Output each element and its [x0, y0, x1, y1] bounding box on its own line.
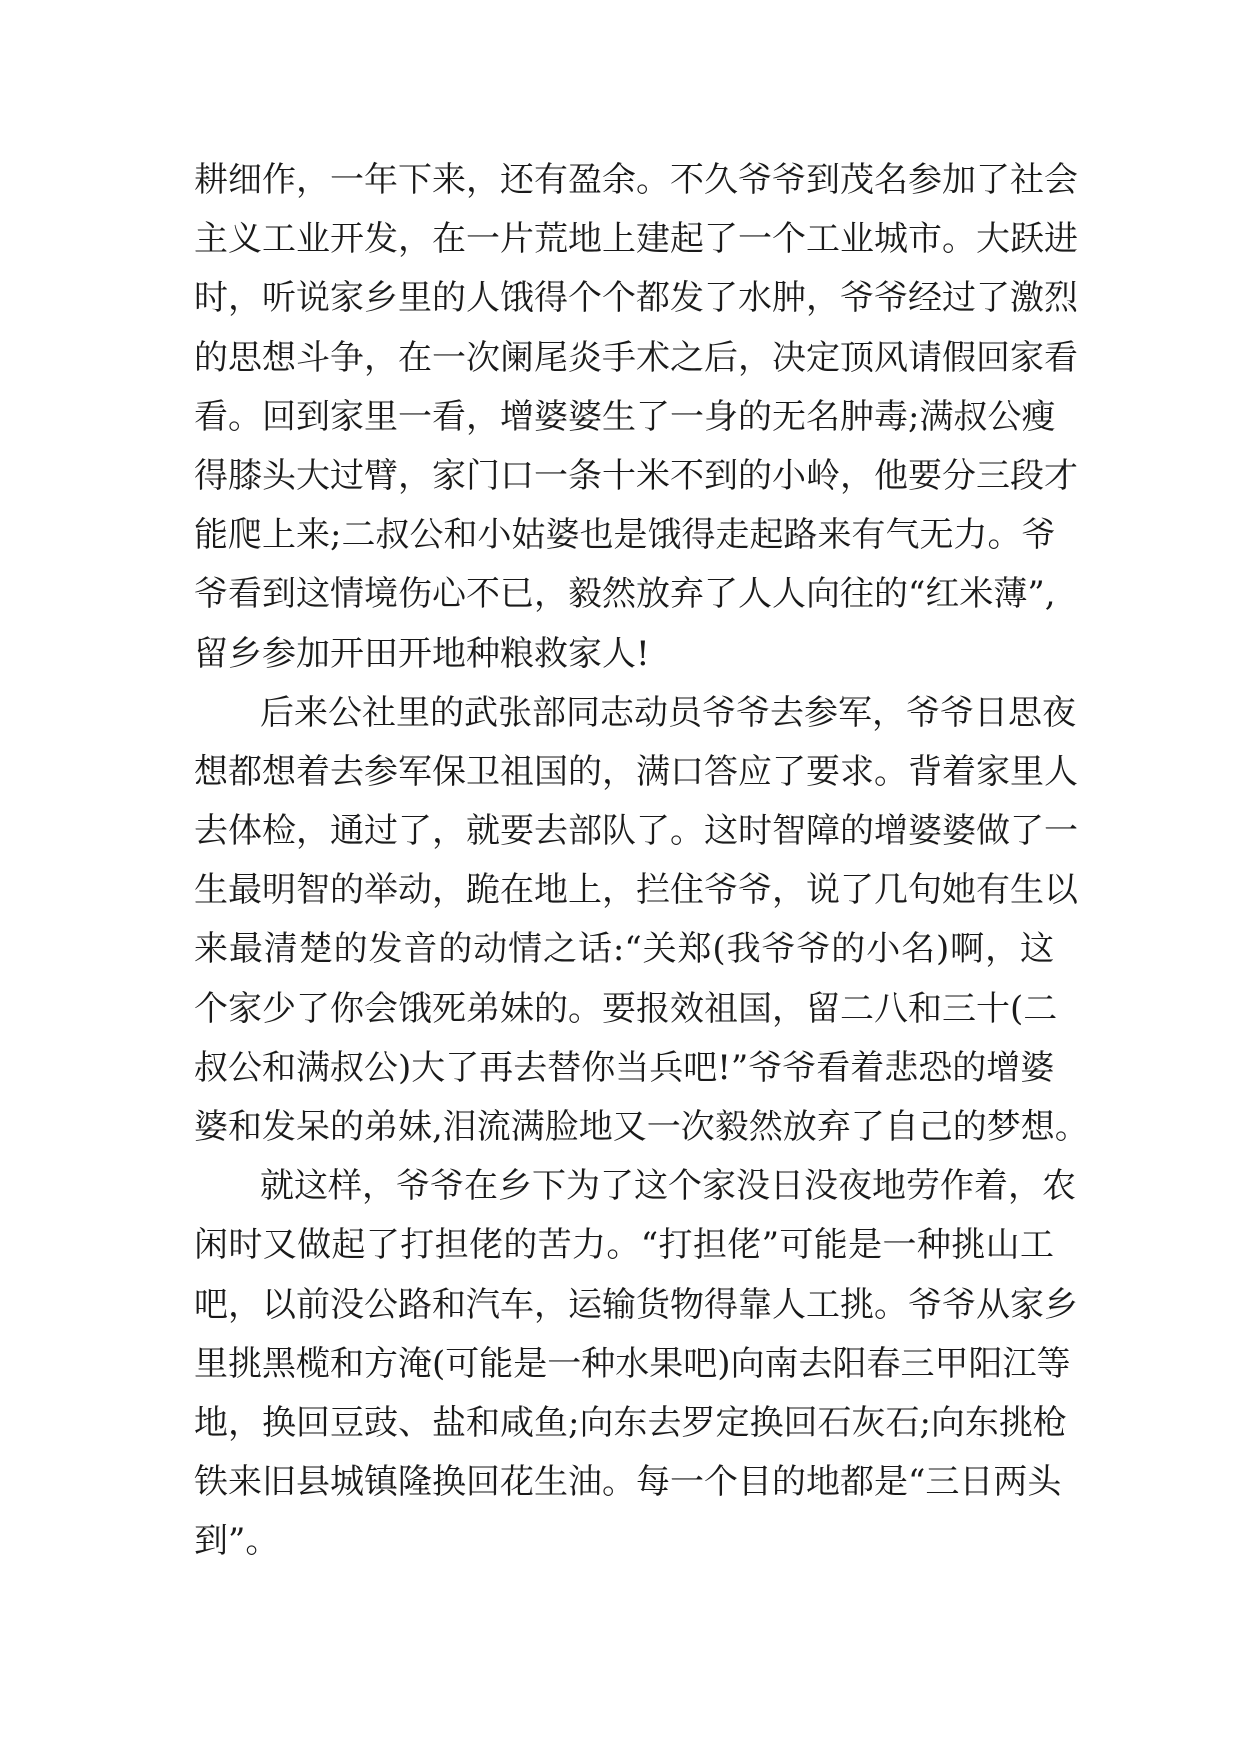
text-line: 爷看到这情境伤心不已，毅然放弃了人人向往的“红米薄”,	[194, 574, 1056, 615]
text-line: 吧，以前没公路和汽车，运输货物得靠人工挑。爷爷从家乡	[194, 1284, 1078, 1325]
text-line: 看。回到家里一看，增婆婆生了一身的无名肿毒;满叔公瘦	[194, 396, 1056, 437]
text-line: 里挑黑榄和方淹(可能是一种水果吧)向南去阳春三甲阳江等	[194, 1343, 1071, 1384]
text-line: 想都想着去参军保卫祖国的，满口答应了要求。背着家里人	[194, 751, 1078, 792]
text-line: 得膝头大过臂，家门口一条十米不到的小岭，他要分三段才	[194, 455, 1078, 496]
text-line: 到”。	[194, 1521, 280, 1562]
paragraph-1	[194, 151, 1078, 684]
text-line: 叔公和满叔公)大了再去替你当兵吧!”爷爷看着悲恐的增婆	[194, 1047, 1055, 1088]
text-line: 地，换回豆豉、盐和咸鱼;向东去罗定换回石灰石;向东挑枪	[194, 1402, 1067, 1443]
text-line: 耕细作，一年下来，还有盈余。不久爷爷到茂名参加了社会	[194, 160, 1078, 200]
text-line: 闲时又做起了打担佬的苦力。“打担佬”可能是一种挑山工	[194, 1225, 1054, 1266]
text-line: 来最清楚的发音的动情之话:“关郑(我爷爷的小名)啊，这	[194, 929, 1054, 970]
text-line: 就这样，爷爷在乡下为了这个家没日没夜地劳作着，农	[260, 1166, 1076, 1207]
text-line: 后来公社里的武张部同志动员爷爷去参军，爷爷日思夜	[260, 692, 1076, 733]
text-line: 生最明智的举动，跪在地上，拦住爷爷，说了几句她有生以	[194, 870, 1078, 911]
body-text	[194, 151, 1089, 1572]
text-line: 能爬上来;二叔公和小姑婆也是饿得走起路来有气无力。爷	[194, 515, 1056, 556]
text-line: 时，听说家乡里的人饿得个个都发了水肿，爷爷经过了激烈	[194, 278, 1078, 319]
text-line: 的思想斗争，在一次阑尾炎手术之后，决定顶风请假回家看	[194, 337, 1078, 378]
text-line: 去体检，通过了，就要去部队了。这时智障的增婆婆做了一	[194, 811, 1078, 852]
text-line: 个家少了你会饿死弟妹的。要报效祖国，留二八和三十(二	[194, 988, 1058, 1029]
text-line: 留乡参加开田开地种粮救家人!	[194, 633, 650, 674]
text-line: 铁来旧县城镇隆换回花生油。每一个目的地都是“三日两头	[194, 1462, 1062, 1503]
text-line: 婆和发呆的弟妹,泪流满脸地又一次毅然放弃了自己的梦想。	[194, 1107, 1089, 1147]
paragraph-3	[194, 1157, 1078, 1571]
paragraph-2	[194, 684, 1089, 1158]
text-line: 主义工业开发，在一片荒地上建起了一个工业城市。大跃进	[194, 219, 1078, 260]
